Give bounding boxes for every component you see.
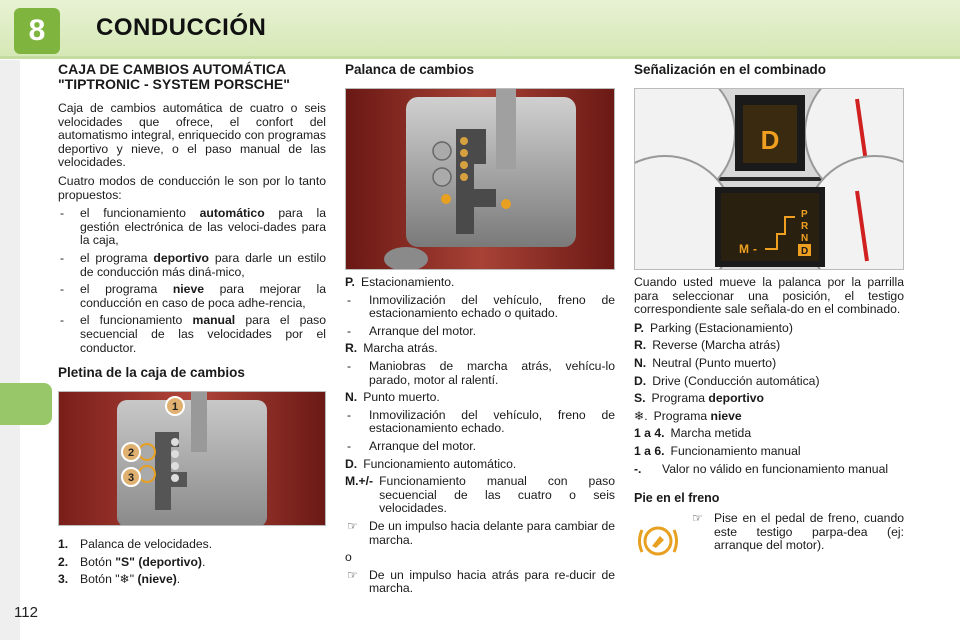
definition-subitem: ☞ De un impulso hacia delante para cambiar de marcha. [347, 518, 615, 547]
definition-subitem: - Arranque del motor. [347, 323, 477, 338]
legend-item: 3. Botón "❄" (nieve). [58, 572, 181, 587]
gear-lever-illustration [346, 89, 615, 270]
indicator-item: S. Programa deportivo [634, 391, 764, 406]
list-item: - el programa deportivo para darle un estilo de conducción más diná-mico, [58, 252, 326, 279]
indicator-item: P. Parking (Estacionamiento) [634, 320, 793, 335]
list-item: - el funcionamiento automático para la gestión electrónica de las veloci-dades para la caja, [58, 207, 326, 248]
indicator-item: -. Valor no válido en funcionamiento manual [634, 461, 889, 476]
definition-plain: o [345, 550, 352, 565]
cluster-gear-p: P [801, 209, 808, 220]
legend-item: 1. Palanca de velocidades. [58, 537, 213, 552]
cluster-gear-n: N [801, 233, 809, 244]
cluster-gear-d: D [801, 246, 809, 257]
gear-lever-photo [345, 88, 615, 270]
indicator-item: N. Neutral (Punto muerto) [634, 355, 777, 370]
svg-text:1: 1 [171, 401, 179, 414]
indicator-item: R. Reverse (Marcha atrás) [634, 338, 781, 353]
definition-subitem: ☞ De un impulso hacia atrás para re-ducir de marcha. [347, 567, 615, 596]
svg-text:3: 3 [127, 472, 135, 485]
indicator-item: 1 a 4. Marcha metida [634, 426, 752, 441]
section-title-brake: Pie en el freno [634, 491, 720, 506]
side-strip [0, 60, 20, 640]
definition-item: M.+/- Funcionamiento manual con paso secuencial de las cuatro o seis velocidades. [345, 474, 615, 516]
section-title-gearbox: CAJA DE CAMBIOS AUTOMÁTICA "TIPTRONIC - SYSTEM PORSCHE" [58, 61, 290, 92]
cluster-manual-minus: - [753, 242, 757, 256]
instrument-cluster-photo [634, 88, 904, 270]
intro-paragraph: Caja de cambios automática de cuatro o seis velocidades que ofrece, el confort del automatismo integral, enriquecido con programas deportivo y nieve, o el paso manual de las velocidades. [58, 101, 326, 170]
definition-subitem: - Inmovilización del vehículo, freno de estacionamiento echado. [347, 407, 615, 436]
svg-text:2: 2 [127, 447, 135, 460]
gearbox-plate-illustration [59, 392, 326, 526]
section-title-lever: Palanca de cambios [345, 62, 475, 77]
header-divider [0, 56, 960, 59]
cluster-intro: Cuando usted mueve la palanca por la parrilla para seleccionar una posición, el testigo correspondiente sale señala-do en el combinado. [634, 275, 904, 317]
definition-item: N. Punto muerto. [345, 390, 440, 405]
left-column [58, 62, 326, 591]
chapter-side-tab [0, 383, 52, 425]
cluster-indicators-list [634, 322, 904, 476]
page-number: 112 [14, 604, 38, 621]
indicator-item: 1 a 6. Funcionamiento manual [634, 443, 801, 458]
instrument-cluster-illustration [635, 89, 904, 270]
section-title-cluster: Señalización en el combinado [634, 62, 827, 77]
definition-subitem: - Inmovilización del vehículo, freno de estacionamiento echado o quitado. [347, 292, 615, 321]
cluster-gear-letter-top: D [760, 125, 780, 155]
brake-foot-warning-icon [636, 522, 680, 560]
definition-subitem: - Arranque del motor. [347, 438, 477, 453]
right-column [634, 62, 904, 568]
middle-column [345, 62, 615, 600]
cluster-gear-r: R [801, 221, 809, 232]
chapter-badge: 8 [14, 8, 60, 54]
brake-instruction: ☞ Pise en el pedal de freno, cuando este testigo parpa-dea (ej: arranque del motor). [692, 511, 904, 553]
lever-definitions [345, 276, 615, 596]
definition-item: R. Marcha atrás. [345, 341, 438, 356]
indicator-item: ❄. Programa nieve [634, 408, 742, 423]
definition-subitem: - Maniobras de marcha atrás, vehícu-lo parado, motor al ralentí. [347, 358, 615, 387]
modes-intro: Cuatro modos de conducción le son por lo tanto propuestos: [58, 173, 326, 202]
list-item: - el programa nieve para mejorar la conducción en caso de poca adhe-rencia, [58, 283, 326, 310]
page-title: CONDUCCIÓN [96, 14, 267, 41]
definition-item: D. Funcionamiento automático. [345, 456, 517, 471]
definition-item: P. Estacionamiento. [345, 275, 455, 289]
gearbox-plate-photo [58, 391, 326, 526]
section-title-platina: Pletina de la caja de cambios [58, 365, 245, 381]
indicator-item: D. Drive (Conducción automática) [634, 373, 820, 388]
modes-list [58, 207, 326, 355]
brake-notice [634, 512, 904, 568]
pointing-hand-icon: ☞ [692, 511, 703, 526]
legend-item: 2. Botón "S" (deportivo). [58, 554, 206, 569]
cluster-manual-m: M [739, 242, 749, 256]
list-item: - el funcionamiento manual para el paso secuencial de las velocidades por el conductor. [58, 314, 326, 355]
plate-legend [58, 538, 326, 587]
